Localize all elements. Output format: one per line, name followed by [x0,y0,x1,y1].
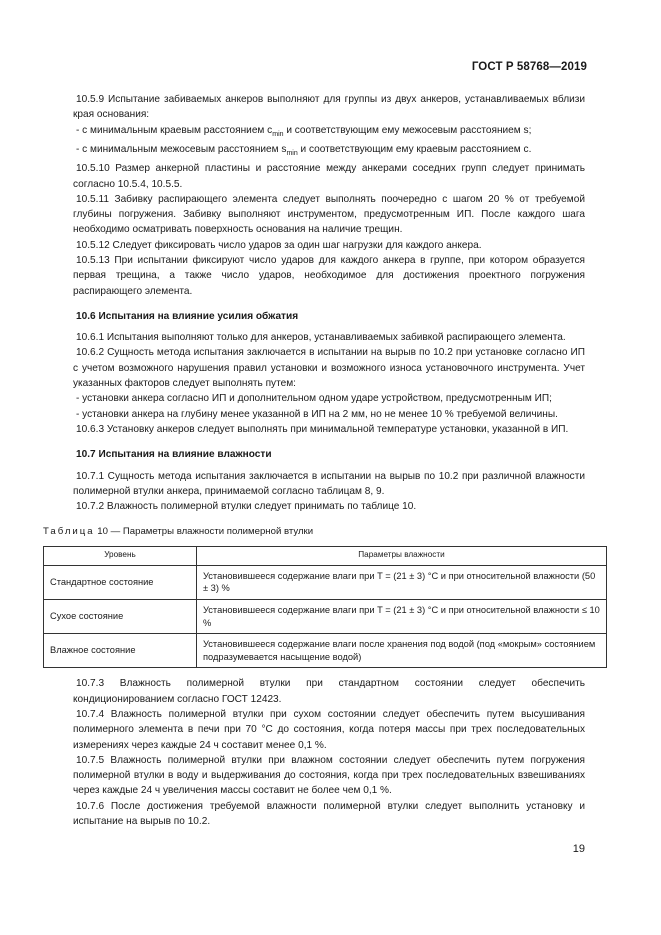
table-cell-level: Сухое состояние [44,599,197,633]
section-heading-10-7: 10.7 Испытания на влияние влажности [76,449,272,461]
table-row [44,565,607,599]
table-caption-text: 10 — Параметры влажности полимерной втулки [94,526,314,538]
table-cell-level: Влажное состояние [44,634,197,668]
table-cell-params: Установившееся содержание влаги после хранения под водой (под «мокрым» состоянием подразумевается насыщение водой) [197,634,607,668]
page-content [43,92,600,829]
paragraph-10-7-1: 10.7.1 Сущность метода испытания заключается в испытании на вырыв по 10.2 при различной влажности полимерной втулки анкера, принимаемой согласно таблицам 8, 9. [73,470,585,497]
paragraph-10-7-4: 10.7.4 Влажность полимерной втулки при сухом состоянии следует обеспечить путем высушивания полимерного элемента в печи при 70 °С до состояния, когда потеря массы при трех последовательных измерениях через каждые 24 ч составит менее 0,1 %. [73,708,585,751]
table-cell-level: Стандартное состояние [44,565,197,599]
list-item: - с минимальным краевым расстоянием $c_{min}$ и соответствующим ему межосевым расстоянием s; [76,124,532,138]
column-header-params: Параметры влажности [197,546,607,565]
section-heading-10-6: 10.6 Испытания на влияние усилия обжатия [76,310,299,322]
table-cell-params: Установившееся содержание влаги при T = (21 ± 3) °С и при относительной влажности ≤ 10 % [197,599,607,633]
table-header-row [44,546,607,565]
list-item: - с минимальным межосевым расстоянием $s_{min}$ и соответствующим ему краевым расстоянием c. [76,143,532,157]
paragraph-10-7-6: 10.7.6 После достижения требуемой влажности полимерной втулки следует выполнить установку и испытание на вырыв по 10.2. [73,800,585,827]
paragraph-10-7-2: 10.7.2 Влажность полимерной втулки следует принимать по таблице 10. [76,501,417,513]
column-header-level: Уровень [44,546,197,565]
page-number: 19 [572,843,585,855]
table-row [44,634,607,668]
paragraph-10-6-3: 10.6.3 Установку анкеров следует выполнять при минимальной температуре установки, указанной в ИП. [76,423,569,435]
paragraph-10-5-11: 10.5.11 Забивку распирающего элемента следует выполнять поочередно с шагом 20 % от требуемой глубины погружения. Забивку выполняют инструментом, предусмотренным ИП. После каждого шага необходимо осматривать поверхность основания на наличие трещин. [73,193,585,236]
paragraph-10-7-3: 10.7.3 Влажность полимерной втулки при стандартном состоянии следует обеспечить кондиционированием согласно ГОСТ 12423. [73,678,585,705]
paragraph-10-5-9: 10.5.9 Испытание забиваемых анкеров выполняют для группы из двух анкеров, устанавливаемых вблизи края основания: [73,94,585,121]
list-item: - установки анкера на глубину менее указанной в ИП на 2 мм, но не менее 10 % требуемой величины. [76,408,558,420]
table-caption-label: Таблица [43,526,95,538]
table-caption [43,524,585,539]
paragraph-10-5-12: 10.5.12 Следует фиксировать число ударов за один шаг нагрузки для каждого анкера. [76,239,482,251]
list-item: - установки анкера согласно ИП и дополнительном одном ударе устройством, предусмотренным ИП; [76,393,552,405]
paragraph-10-6-2: 10.6.2 Сущность метода испытания заключается в испытании на вырыв по 10.2 при установке согласно ИП с учетом возможного нарушения правил установки и возможного износа установочного инструмента. Учет указанных факторов следует выполнять путем: [73,347,585,390]
paragraph-10-7-5: 10.7.5 Влажность полимерной втулки при влажном состоянии следует обеспечить путем погружения полимерной втулки в воду и выдерживания до состояния, когда при трех последовательных взвешиваниях через каждые 24 ч увеличения массы составит не более чем 0,1 %. [73,754,585,797]
table-row [44,599,607,633]
paragraph-10-6-1: 10.6.1 Испытания выполняют только для анкеров, устанавливаемых забивкой распирающего элемента. [76,332,566,344]
paragraph-10-5-10: 10.5.10 Размер анкерной пластины и расстояние между анкерами соседних групп следует принимать согласно 10.5.4, 10.5.5. [73,163,585,190]
humidity-table [43,546,607,669]
document-code: ГОСТ Р 58768—2019 [471,61,587,73]
table-cell-params: Установившееся содержание влаги при T = (21 ± 3) °С и при относительной влажности (50 ± 3) % [197,565,607,599]
paragraph-10-5-13: 10.5.13 При испытании фиксируют число ударов для каждого анкера в группе, при котором образуется первая трещина, а также число ударов, необходимое для достижения проектного погружения распирающего элемента. [73,255,585,297]
